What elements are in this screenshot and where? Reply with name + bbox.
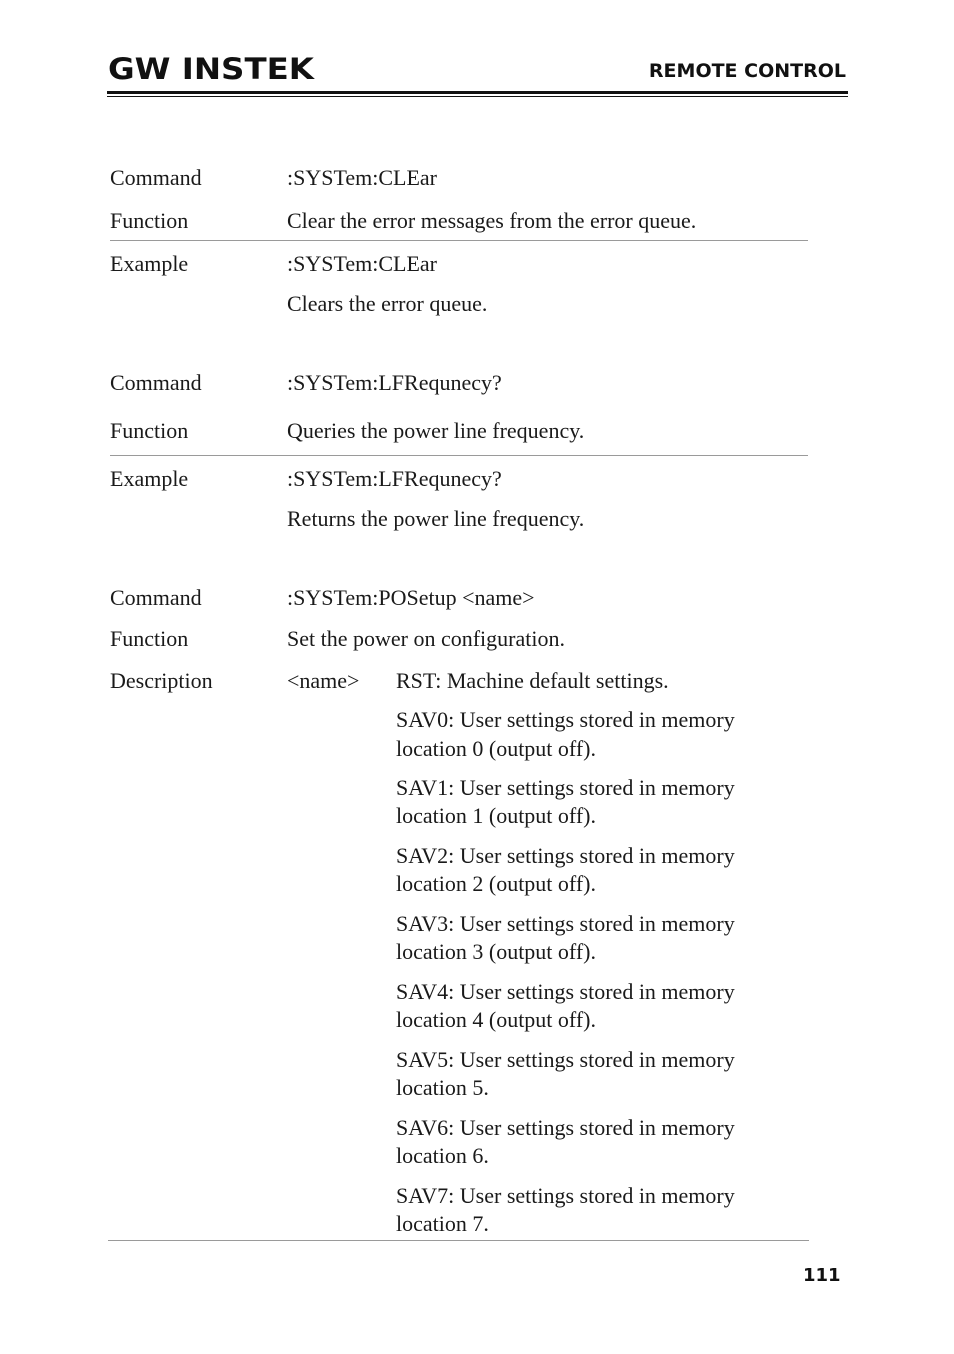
command-label: Command <box>110 585 202 610</box>
option-sav1-detail: location 1 (output off). <box>396 803 596 828</box>
function-value: Set the power on configuration. <box>287 626 565 651</box>
section-end-divider <box>108 1240 809 1241</box>
row-divider <box>110 455 808 456</box>
example-value: :SYSTem:LFRequnecy? <box>287 466 502 491</box>
option-rst: RST: Machine default settings. <box>396 668 669 693</box>
option-sav4-detail: location 4 (output off). <box>396 1007 596 1032</box>
command-label: Command <box>110 165 202 190</box>
command-value: :SYSTem:LFRequnecy? <box>287 370 502 395</box>
function-label: Function <box>110 626 189 651</box>
function-value: Clear the error messages from the error queue. <box>287 208 697 233</box>
gw-instek-logo: GW INSTEK <box>108 52 314 86</box>
option-sav5: SAV5: User settings stored in memory <box>396 1047 735 1072</box>
function-label: Function <box>110 418 189 443</box>
function-value: Queries the power line frequency. <box>287 418 585 443</box>
option-sav7-detail: location 7. <box>396 1211 489 1236</box>
example-description: Returns the power line frequency. <box>287 506 585 531</box>
header-rule-thin <box>107 96 848 97</box>
example-label: Example <box>110 251 189 276</box>
example-label: Example <box>110 466 189 491</box>
option-sav1: SAV1: User settings stored in memory <box>396 775 735 800</box>
option-sav2: SAV2: User settings stored in memory <box>396 843 735 868</box>
description-label: Description <box>110 668 213 693</box>
function-label: Function <box>110 208 189 233</box>
option-sav0-detail: location 0 (output off). <box>396 736 596 761</box>
parameter-name: <name> <box>287 668 360 693</box>
option-sav2-detail: location 2 (output off). <box>396 871 596 896</box>
command-value: :SYSTem:CLEar <box>287 165 438 190</box>
option-sav6-detail: location 6. <box>396 1143 489 1168</box>
command-value: :SYSTem:POSetup <name> <box>287 585 535 610</box>
option-sav7: SAV7: User settings stored in memory <box>396 1183 735 1208</box>
option-sav6: SAV6: User settings stored in memory <box>396 1115 735 1140</box>
option-sav4: SAV4: User settings stored in memory <box>396 979 735 1004</box>
option-sav3-detail: location 3 (output off). <box>396 939 596 964</box>
option-sav0: SAV0: User settings stored in memory <box>396 707 735 732</box>
example-description: Clears the error queue. <box>287 291 488 316</box>
option-sav3: SAV3: User settings stored in memory <box>396 911 735 936</box>
header-rule-thick <box>107 91 848 94</box>
command-label: Command <box>110 370 202 395</box>
option-sav5-detail: location 5. <box>396 1075 489 1100</box>
page-number: 111 <box>803 1265 841 1286</box>
section-title: REMOTE CONTROL <box>648 60 846 82</box>
example-value: :SYSTem:CLEar <box>287 251 438 276</box>
row-divider <box>110 240 808 241</box>
